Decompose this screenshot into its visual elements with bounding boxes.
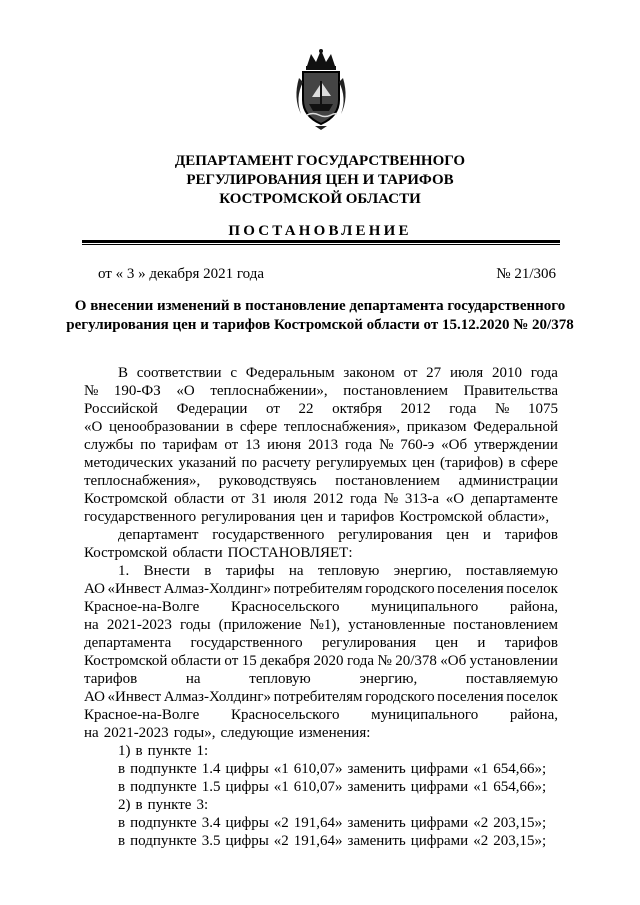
body-line bbox=[118, 364, 558, 382]
body-word: №1), bbox=[309, 617, 341, 633]
body-word: 190-ФЗ bbox=[113, 383, 161, 399]
body-word: Костромской bbox=[84, 545, 168, 561]
body-word: 203,15»; bbox=[493, 833, 547, 849]
body-word: тарифам bbox=[162, 437, 218, 453]
body-word: установленные bbox=[348, 617, 446, 633]
body-word: Федеральным bbox=[245, 365, 335, 381]
body-word: области bbox=[174, 491, 225, 507]
body-word: 2012 bbox=[313, 491, 344, 507]
body-word: АО bbox=[84, 581, 105, 597]
body-word: от bbox=[224, 653, 239, 669]
body-word: Костромской bbox=[84, 491, 168, 507]
body-word: теплоснабжении», bbox=[210, 383, 328, 399]
body-line bbox=[118, 562, 558, 580]
body-word: сфере bbox=[520, 455, 558, 471]
department-name-line-3: КОСТРОМСКОЙ ОБЛАСТИ bbox=[219, 191, 421, 207]
body-word: цифры bbox=[225, 833, 269, 849]
body-word: июня bbox=[267, 437, 302, 453]
body-word: Алмаз-Холдинг» bbox=[163, 689, 271, 705]
body-word: заменить bbox=[347, 779, 406, 795]
document-date: от « 3 » декабря 2021 года bbox=[98, 266, 265, 282]
body-word: пункте bbox=[147, 797, 192, 813]
body-word: года bbox=[350, 491, 378, 507]
body-word: 610,07» bbox=[293, 761, 343, 777]
body-word: года bbox=[449, 401, 477, 417]
body-word: в bbox=[508, 455, 516, 471]
body-word: Красное-на-Волге bbox=[84, 599, 200, 615]
body-word: в bbox=[204, 563, 212, 579]
body-line bbox=[84, 634, 558, 652]
body-line bbox=[84, 670, 558, 688]
body-word: области», bbox=[487, 509, 550, 525]
body-word: поселок bbox=[506, 689, 558, 705]
body-word: тепловую bbox=[317, 563, 380, 579]
body-word: «2 bbox=[273, 833, 289, 849]
body-word: «1 bbox=[473, 761, 489, 777]
body-word: государственного bbox=[212, 527, 325, 543]
body-word: Красносельского bbox=[230, 707, 340, 723]
body-word: Костромской bbox=[399, 509, 483, 525]
body-word: подпункте bbox=[130, 761, 197, 777]
body-word: Красносельского bbox=[230, 599, 340, 615]
body-word: цифрами bbox=[410, 761, 469, 777]
body-word: энергию, bbox=[393, 563, 452, 579]
body-word: поселения bbox=[437, 689, 504, 705]
body-line bbox=[118, 796, 558, 814]
body-word: декабря bbox=[260, 653, 311, 669]
body-word: 27 bbox=[426, 365, 442, 381]
body-word: поселения bbox=[437, 581, 504, 597]
body-word: в bbox=[118, 779, 126, 795]
body-word: регулирования bbox=[201, 509, 296, 525]
body-word: по bbox=[140, 437, 156, 453]
body-line bbox=[118, 526, 558, 544]
body-word: в bbox=[135, 743, 143, 759]
body-word: цен bbox=[412, 455, 435, 471]
body-line bbox=[84, 454, 558, 472]
body-line bbox=[84, 616, 558, 634]
body-word: от bbox=[403, 365, 418, 381]
body-word: в bbox=[135, 797, 143, 813]
body-word: муниципального bbox=[371, 599, 479, 615]
body-word: на bbox=[84, 725, 99, 741]
body-word: установлении bbox=[469, 653, 558, 669]
body-word: АО bbox=[84, 689, 105, 705]
body-word: тарифов bbox=[504, 635, 558, 651]
body-word: цен bbox=[446, 527, 469, 543]
body-word: с bbox=[230, 365, 238, 381]
body-word: 313-а bbox=[404, 491, 440, 507]
body-word: Алмаз-Холдинг» bbox=[163, 581, 271, 597]
body-word: тарифов bbox=[84, 671, 138, 687]
body-line bbox=[84, 418, 558, 436]
body-word: цифры bbox=[225, 815, 269, 831]
body-word: «О bbox=[176, 383, 195, 399]
body-line bbox=[84, 598, 558, 616]
body-word: по bbox=[241, 455, 258, 471]
body-word: 610,07» bbox=[293, 779, 343, 795]
body-word: района, bbox=[509, 707, 558, 723]
body-word: службы bbox=[84, 437, 134, 453]
body-word: «1 bbox=[473, 779, 489, 795]
body-word: 654,66»; bbox=[493, 761, 547, 777]
body-word: области bbox=[170, 653, 222, 669]
body-word: 2020 bbox=[313, 653, 344, 669]
body-line bbox=[118, 778, 558, 796]
body-word: руководствуясь bbox=[218, 473, 317, 489]
body-word: октября bbox=[332, 401, 383, 417]
body-word: ценообразовании bbox=[108, 419, 220, 435]
body-word: методических bbox=[84, 455, 174, 471]
body-word: № bbox=[495, 401, 510, 417]
body-word: 1.4 bbox=[201, 761, 221, 777]
body-word: городского bbox=[365, 689, 435, 705]
body-word: 2) bbox=[118, 797, 131, 813]
body-word: цифры bbox=[225, 761, 269, 777]
body-line bbox=[84, 706, 558, 724]
body-word: поселок bbox=[506, 581, 558, 597]
body-word: тепловую bbox=[249, 671, 311, 687]
body-word: расчету bbox=[262, 455, 311, 471]
body-word: в bbox=[118, 815, 126, 831]
body-word: постановлением bbox=[343, 383, 448, 399]
body-word: 191,64» bbox=[293, 815, 343, 831]
body-word: теплоснабжения», bbox=[283, 419, 401, 435]
body-word: Внести bbox=[143, 563, 190, 579]
body-word: изменения: bbox=[298, 725, 371, 741]
body-word: поставляемую bbox=[465, 671, 558, 687]
body-word: 1.5 bbox=[201, 779, 221, 795]
body-word: государственного bbox=[84, 509, 197, 525]
body-word: В bbox=[118, 365, 129, 381]
body-word: года bbox=[345, 437, 373, 453]
body-line bbox=[84, 652, 558, 670]
body-word: цифрами bbox=[410, 815, 469, 831]
body-line bbox=[84, 508, 558, 526]
body-word: № bbox=[379, 437, 394, 453]
body-word: 31 bbox=[251, 491, 267, 507]
body-word: от bbox=[224, 437, 239, 453]
body-word: и bbox=[477, 635, 486, 651]
body-word: администрации bbox=[458, 473, 558, 489]
body-word: заменить bbox=[347, 833, 406, 849]
body-word: 203,15»; bbox=[493, 815, 547, 831]
body-word: цен bbox=[435, 635, 459, 651]
body-line bbox=[84, 544, 558, 562]
body-word: тарифов bbox=[504, 527, 558, 543]
body-word: соответствии bbox=[136, 365, 222, 381]
body-word: 2012 bbox=[400, 401, 431, 417]
body-word: регулирования bbox=[338, 527, 433, 543]
body-word: 13 bbox=[245, 437, 261, 453]
body-word: регулируемых bbox=[315, 455, 407, 471]
body-word: «2 bbox=[273, 815, 289, 831]
body-word: «2 bbox=[473, 833, 489, 849]
body-word: городского bbox=[365, 581, 435, 597]
body-word: Красное-на-Волге bbox=[84, 707, 200, 723]
body-word: годы», bbox=[173, 725, 216, 741]
body-word: поставляемую bbox=[465, 563, 558, 579]
body-word: энергию, bbox=[359, 671, 418, 687]
document-number: № 21/306 bbox=[496, 266, 556, 282]
body-word: ПОСТАНОВЛЯЕТ: bbox=[227, 545, 353, 561]
body-line bbox=[84, 400, 558, 418]
body-word: 191,64» bbox=[293, 833, 343, 849]
body-word: Федерации bbox=[176, 401, 248, 417]
body-word: 15 bbox=[241, 653, 257, 669]
subject-line-2: регулирования цен и тарифов Костромской области от 15.12.2020 № 20/378 bbox=[66, 317, 574, 333]
document-type: ПОСТАНОВЛЕНИЕ bbox=[228, 223, 412, 239]
body-word: № bbox=[383, 491, 399, 507]
body-word: Костромской bbox=[84, 653, 168, 669]
body-word: цифрами bbox=[410, 833, 469, 849]
body-word: № bbox=[377, 653, 392, 669]
body-word: постановлением bbox=[453, 617, 558, 633]
body-word: в bbox=[118, 833, 126, 849]
body-word: пункте bbox=[147, 743, 192, 759]
body-word: утверждении bbox=[474, 437, 558, 453]
body-word: регулирования bbox=[321, 635, 417, 651]
body-word: 2021-2023 bbox=[106, 617, 172, 633]
body-word: подпункте bbox=[130, 779, 197, 795]
body-word: заменить bbox=[347, 761, 406, 777]
body-word: «Об bbox=[440, 653, 467, 669]
body-word: потребителям bbox=[273, 581, 363, 597]
body-word: приказом bbox=[406, 419, 467, 435]
body-word: Федеральной bbox=[473, 419, 558, 435]
department-name-line-2: РЕГУЛИРОВАНИЯ ЦЕН И ТАРИФОВ bbox=[186, 172, 454, 188]
body-word: года bbox=[530, 365, 558, 381]
body-word: 3.4 bbox=[201, 815, 221, 831]
body-line bbox=[84, 688, 558, 706]
body-word: 20/378 bbox=[395, 653, 437, 669]
body-line bbox=[118, 814, 558, 832]
body-word: на bbox=[84, 617, 99, 633]
body-word: следующие bbox=[220, 725, 294, 741]
body-word: 3.5 bbox=[201, 833, 221, 849]
body-word: 760-э bbox=[400, 437, 435, 453]
body-word: подпункте bbox=[130, 815, 197, 831]
body-word: 1: bbox=[196, 743, 209, 759]
body-word: и bbox=[482, 527, 491, 543]
body-word: «1 bbox=[273, 779, 289, 795]
body-word: от bbox=[266, 401, 280, 417]
body-line bbox=[84, 724, 558, 742]
body-word: года bbox=[346, 653, 375, 669]
body-word: 1. bbox=[118, 563, 130, 579]
body-word: указаний bbox=[178, 455, 237, 471]
body-line bbox=[84, 580, 558, 598]
body-word: на bbox=[288, 563, 304, 579]
body-word: 654,66»; bbox=[493, 779, 547, 795]
body-word: июля bbox=[273, 491, 307, 507]
body-word: департамента bbox=[84, 635, 172, 651]
body-word: тарифов bbox=[341, 509, 395, 525]
body-line bbox=[84, 382, 558, 400]
body-word: июля bbox=[449, 365, 484, 381]
body-word: «Об bbox=[441, 437, 468, 453]
body-word: «2 bbox=[473, 815, 489, 831]
subject-line-1: О внесении изменений в постановление департамента государственного bbox=[74, 298, 566, 314]
header-rule-thick bbox=[82, 240, 560, 243]
body-word: и bbox=[328, 509, 337, 525]
body-word: тарифы bbox=[225, 563, 275, 579]
body-word: департаменте bbox=[470, 491, 558, 507]
coat-of-arms-icon bbox=[291, 48, 351, 130]
body-word: государственного bbox=[190, 635, 303, 651]
body-word: цифрами bbox=[410, 779, 469, 795]
body-word: от bbox=[231, 491, 245, 507]
body-word: в bbox=[226, 419, 234, 435]
body-word: на bbox=[185, 671, 201, 687]
body-word: Правительства bbox=[463, 383, 558, 399]
body-line bbox=[118, 760, 558, 778]
body-word: потребителям bbox=[273, 689, 363, 705]
body-word: годы bbox=[179, 617, 211, 633]
body-word: теплоснабжения», bbox=[84, 473, 201, 489]
body-word: Российской bbox=[84, 401, 158, 417]
body-word: департамент bbox=[118, 527, 199, 543]
body-word: (тарифов) bbox=[439, 455, 504, 471]
body-word: цифры bbox=[225, 779, 269, 795]
body-line bbox=[118, 742, 558, 760]
body-word: 3: bbox=[196, 797, 209, 813]
body-word: постановлением bbox=[335, 473, 440, 489]
body-word: 22 bbox=[298, 401, 314, 417]
body-word: «О bbox=[84, 419, 103, 435]
body-word: 2013 bbox=[308, 437, 339, 453]
body-line bbox=[84, 490, 558, 508]
body-word: сфере bbox=[239, 419, 278, 435]
department-name-line-1: ДЕПАРТАМЕНТ ГОСУДАРСТВЕННОГО bbox=[174, 153, 466, 169]
header-rule-thin bbox=[82, 244, 560, 245]
body-word: «Инвест bbox=[107, 581, 162, 597]
body-word: 1075 bbox=[527, 401, 558, 417]
body-word: законом bbox=[343, 365, 395, 381]
body-word: «О bbox=[445, 491, 465, 507]
body-word: (приложение bbox=[218, 617, 302, 633]
body-word: в bbox=[118, 761, 126, 777]
body-word: заменить bbox=[347, 815, 406, 831]
body-line bbox=[84, 472, 558, 490]
body-word: района, bbox=[509, 599, 558, 615]
body-word: 2010 bbox=[491, 365, 522, 381]
body-word: «1 bbox=[273, 761, 289, 777]
body-word: подпункте bbox=[130, 833, 197, 849]
body-word: № bbox=[84, 383, 99, 399]
body-word: муниципального bbox=[371, 707, 479, 723]
body-word: «Инвест bbox=[107, 689, 162, 705]
body-word: 2021-2023 bbox=[103, 725, 169, 741]
body-line bbox=[84, 436, 558, 454]
body-word: 1) bbox=[118, 743, 131, 759]
body-word: цен bbox=[300, 509, 324, 525]
body-line bbox=[118, 832, 558, 850]
body-word: области bbox=[172, 545, 223, 561]
